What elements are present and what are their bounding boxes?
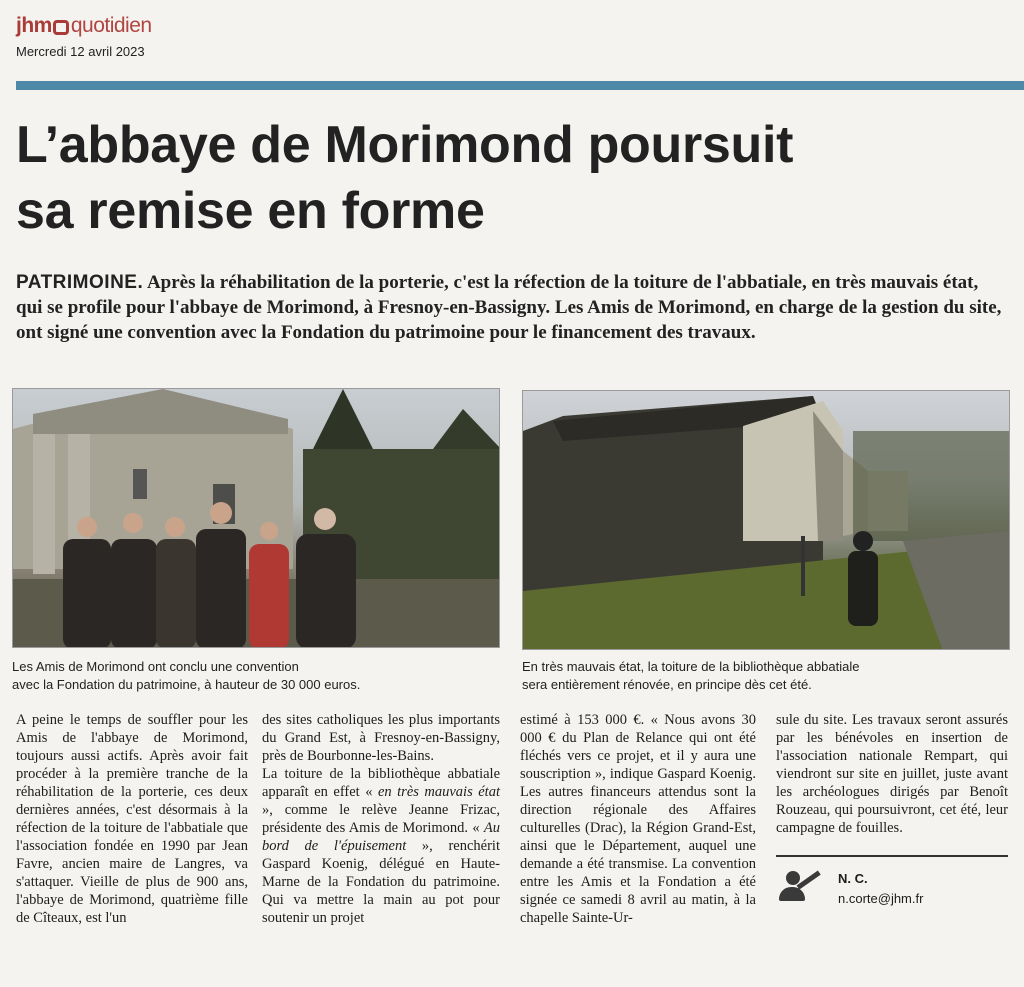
- caption-1-line2: avec la Fondation du patrimoine, à hauteur de 30 000 euros.: [12, 677, 361, 692]
- signature: [776, 869, 1008, 911]
- col2-text-b: », comme le relève Jeanne Frizac, présidente des Amis de Morimond. «: [262, 802, 500, 836]
- lead-paragraph: [16, 270, 1006, 345]
- body-column-4: [776, 711, 1008, 911]
- caption-2-line1: En très mauvais état, la toiture de la bibliothèque abbatiale: [522, 659, 860, 674]
- body-column-1: A peine le temps de souffler pour les Amis de l'abbaye de Morimond, toujours aussi actifs. Après avoir fait procéder à la première tranche de la réhabilitation de la porterie, ces deux dernières années, c'est désormais à la réfection de la toiture de l'abbatiale que l'association fondée en 1990 par Jean Favre, ancien maire de Langres, va s'attaquer. Vieille de plus de 900 ans, l'abbaye de Morimond, quatrième fille de Cîteaux, est l'un: [16, 712, 248, 926]
- col4-paragraph: sule du site. Les travaux seront assurés par les bénévoles en insertion de l'association nationale Rempart, qui viendront sur site en juillet, juste avant les archéologues dirigés par Benoît Rouzeau, qui poursuivront, cet été, leur campagne de fouilles.: [776, 712, 1008, 836]
- headline-line2: sa remise en forme: [16, 182, 485, 240]
- brand-square-icon: [53, 20, 69, 35]
- brand-logo: [16, 14, 152, 38]
- lead-text: Après la réhabilitation de la porterie, c'est la réfection de la toiture de l'abbatiale, en très mauvais état, qui se profile pour l'abbaye de Morimond, à Fresnoy-en-Bassigny. Les Amis de Morimond, en charge de la gestion du site, ont signé une convention avec la Fondation du patrimoine pour le financement des travaux.: [16, 272, 1002, 343]
- caption-1-line1: Les Amis de Morimond ont conclu une convention: [12, 659, 299, 674]
- col2-paragraph-1: des sites catholiques les plus importants du Grand Est, à Fresnoy-en-Bassigny, près de Bourbonne-les-Bains.: [262, 712, 500, 764]
- rubric: PATRIMOINE.: [16, 272, 144, 293]
- photo-library-building: [522, 390, 1010, 650]
- photo-caption-2: [522, 658, 1002, 694]
- issue-date: Mercredi 12 avril 2023: [16, 44, 145, 59]
- author-email[interactable]: n.corte@jhm.fr: [838, 891, 924, 906]
- body-column-2: [262, 711, 500, 927]
- author-writing-icon: [776, 871, 824, 911]
- photo-group-portrait: [12, 388, 500, 648]
- col2-text-c: », renchérit Gaspard Koenig, délégué en Haute-Marne de la Fondation du patrimoine. Qui va mettre la main au pot pour soutenir un projet: [262, 838, 500, 926]
- brand-left: jhm: [16, 14, 52, 37]
- quote-2: Au bord de l'épuisement: [262, 820, 500, 854]
- photo-building-illustration: [523, 391, 1010, 650]
- photo-group-illustration: [13, 389, 500, 648]
- quote-1: en très mauvais état: [377, 784, 500, 800]
- photo-caption-1: [12, 658, 502, 694]
- col2-paragraph-2: [262, 765, 500, 927]
- brand-right: quotidien: [70, 14, 152, 37]
- signature-rule: [776, 855, 1008, 857]
- header-rule: [16, 81, 1024, 90]
- headline: [16, 112, 996, 244]
- col2-text-a: La toiture de la bibliothèque abbatiale apparaît en effet «: [262, 766, 500, 800]
- author-initials: N. C.: [838, 871, 868, 886]
- body-column-3: estimé à 153 000 €. « Nous avons 30 000 € du Plan de Relance qui ont été fléchés vers ce projet, et il y aura une souscription », indique Gaspard Koenig. Les autres financeurs attendus sont la direction régionale des Affaires culturelles (Drac), la Région Grand-Est, ainsi que le Département, auquel une demande a été transmise. La convention entre les Amis et la Fondation a été signée ce samedi 8 avril au matin, à la chapelle Sainte-Ur-: [520, 712, 756, 926]
- headline-line1: L’abbaye de Morimond poursuit: [16, 116, 794, 174]
- caption-2-line2: sera entièrement rénovée, en principe dès cet été.: [522, 677, 812, 692]
- masthead: [16, 14, 152, 59]
